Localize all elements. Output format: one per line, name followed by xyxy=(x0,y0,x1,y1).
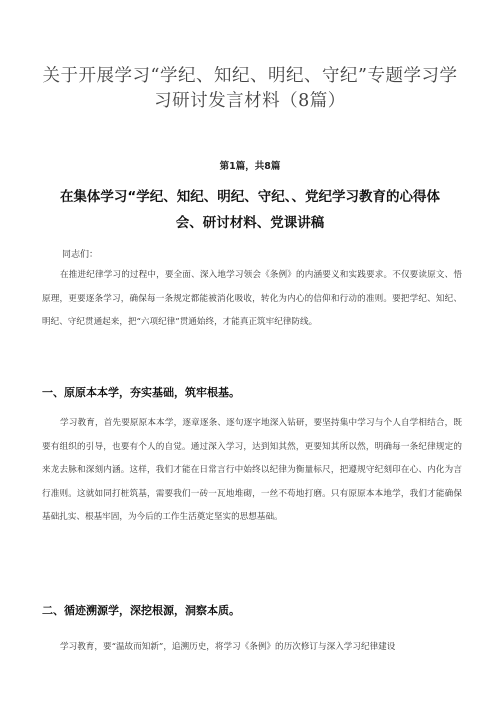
page-indicator: 第1篇，共8篇 xyxy=(219,161,281,172)
section-heading-2: 二、循迹溯源学，深挖根源，洞察本质。 xyxy=(42,604,240,617)
paragraph-section-2: 学习教育，要“温故而知新”，追溯历史，将学习《条例》的历次修订与深入学习纪律建设 xyxy=(60,642,396,652)
section-heading-1: 一、原原本本学，夯实基础，筑牢根基。 xyxy=(42,386,240,399)
greeting: 同志们： xyxy=(62,250,99,260)
document-title: 关于开展学习“学纪、知纪、明纪、守纪”专题学习学习研讨发言材料（8篇） xyxy=(42,66,458,111)
paragraph-section-1: 学习教育，首先要原原本本学，逐章逐条、逐句逐字地深入钻研，要坚持集中学习与个人自学相结合，既要有组织的引导，也要有个人的自觉。通过深入学习，达到知其然，更要知其所以然，明确每一条纪律规定的来龙去脉和深刻内涵。这样，我们才能在日常言行中始终以纪律为衡量标尺，把遵规守纪刻印在心、内化为言行准则。这就如同打桩筑基，需要我们一砖一瓦地堆砌，一丝不苟地打磨。只有原原本本地学，我们才能确保基础扎实、根基牢固，为今后的工作生活奠定坚实的思想基础。 xyxy=(42,418,462,522)
paragraph-intro: 在推进纪律学习的过程中，要全面、深入地学习领会《条例》的内涵要义和实践要求。不仅要读原文、悟原理，更要逐条学习，确保每一条规定都能被消化吸收，转化为内心的信仰和行动的准则。要把学纪、知纪、明纪、守纪贯通起来，把“六项纪律”贯通始终，才能真正筑牢纪律防线。 xyxy=(42,270,462,327)
article-title: 在集体学习“学纪、知纪、明纪、守纪、、党纪学习教育的心得体会、研讨材料、党课讲稿 xyxy=(59,189,441,231)
